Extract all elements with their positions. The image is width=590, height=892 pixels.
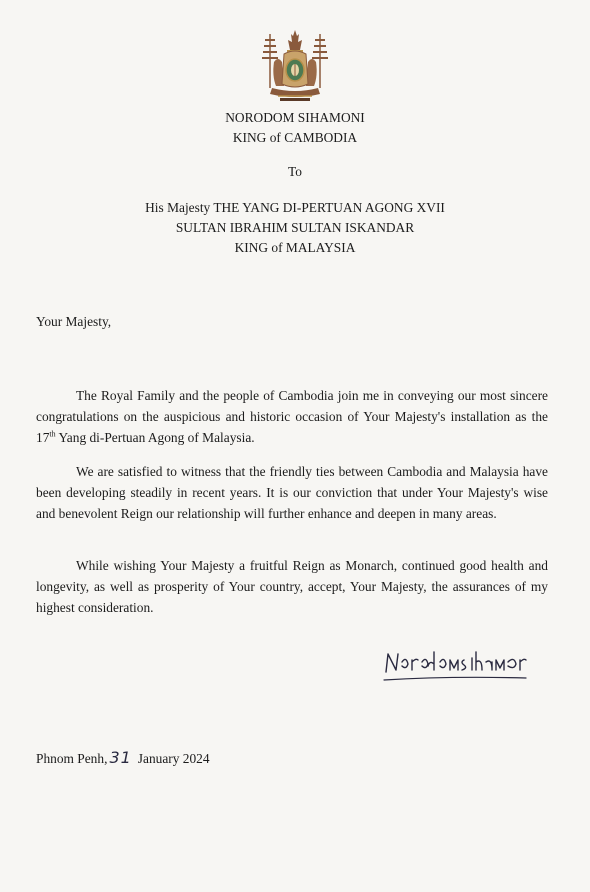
p1-text-end: Yang di-Pertuan Agong of Malaysia. xyxy=(55,430,255,445)
handwritten-signature xyxy=(380,640,530,688)
dateline-month-year: January 2024 xyxy=(137,751,210,766)
dateline xyxy=(36,748,210,769)
to-label: To xyxy=(288,164,302,179)
recipient-line-2: SULTAN IBRAHIM SULTAN ISKANDAR xyxy=(175,220,415,235)
recipient-block xyxy=(0,198,590,258)
dateline-day: 31 xyxy=(109,748,132,767)
body-paragraph-1 xyxy=(36,385,548,448)
sender-title: KING of CAMBODIA xyxy=(232,130,358,145)
sender-name: NORODOM SIHAMONI xyxy=(225,110,365,125)
p1-text-start: The Royal Family and the people of Cambodia join me in conveying our most sincere congratulations on the auspicious and historic occasion of Your Majesty's installation as the 17 xyxy=(36,388,548,445)
body-paragraph-3: While wishing Your Majesty a fruitful Reign as Monarch, continued good health and longevity, as well as prosperity of Your country, accept, Your Majesty, the assurances of my highest consideration. xyxy=(36,558,548,615)
sender-block xyxy=(0,108,590,148)
recipient-line-3: KING of MALAYSIA xyxy=(234,240,356,255)
p1-superscript: th xyxy=(49,429,56,439)
salutation: Your Majesty, xyxy=(36,314,112,329)
body-paragraph-2: We are satisfied to witness that the friendly ties between Cambodia and Malaysia have been developing steadily in recent years. It is our conviction that under Your Majesty's wise and benevolent Reign our relationship will further enhance and deepen in many areas. xyxy=(36,464,548,521)
recipient-line-1: His Majesty THE YANG DI-PERTUAN AGONG XVII xyxy=(145,200,445,215)
cambodia-royal-crest-icon xyxy=(258,28,332,104)
dateline-place: Phnom Penh, xyxy=(36,751,108,766)
